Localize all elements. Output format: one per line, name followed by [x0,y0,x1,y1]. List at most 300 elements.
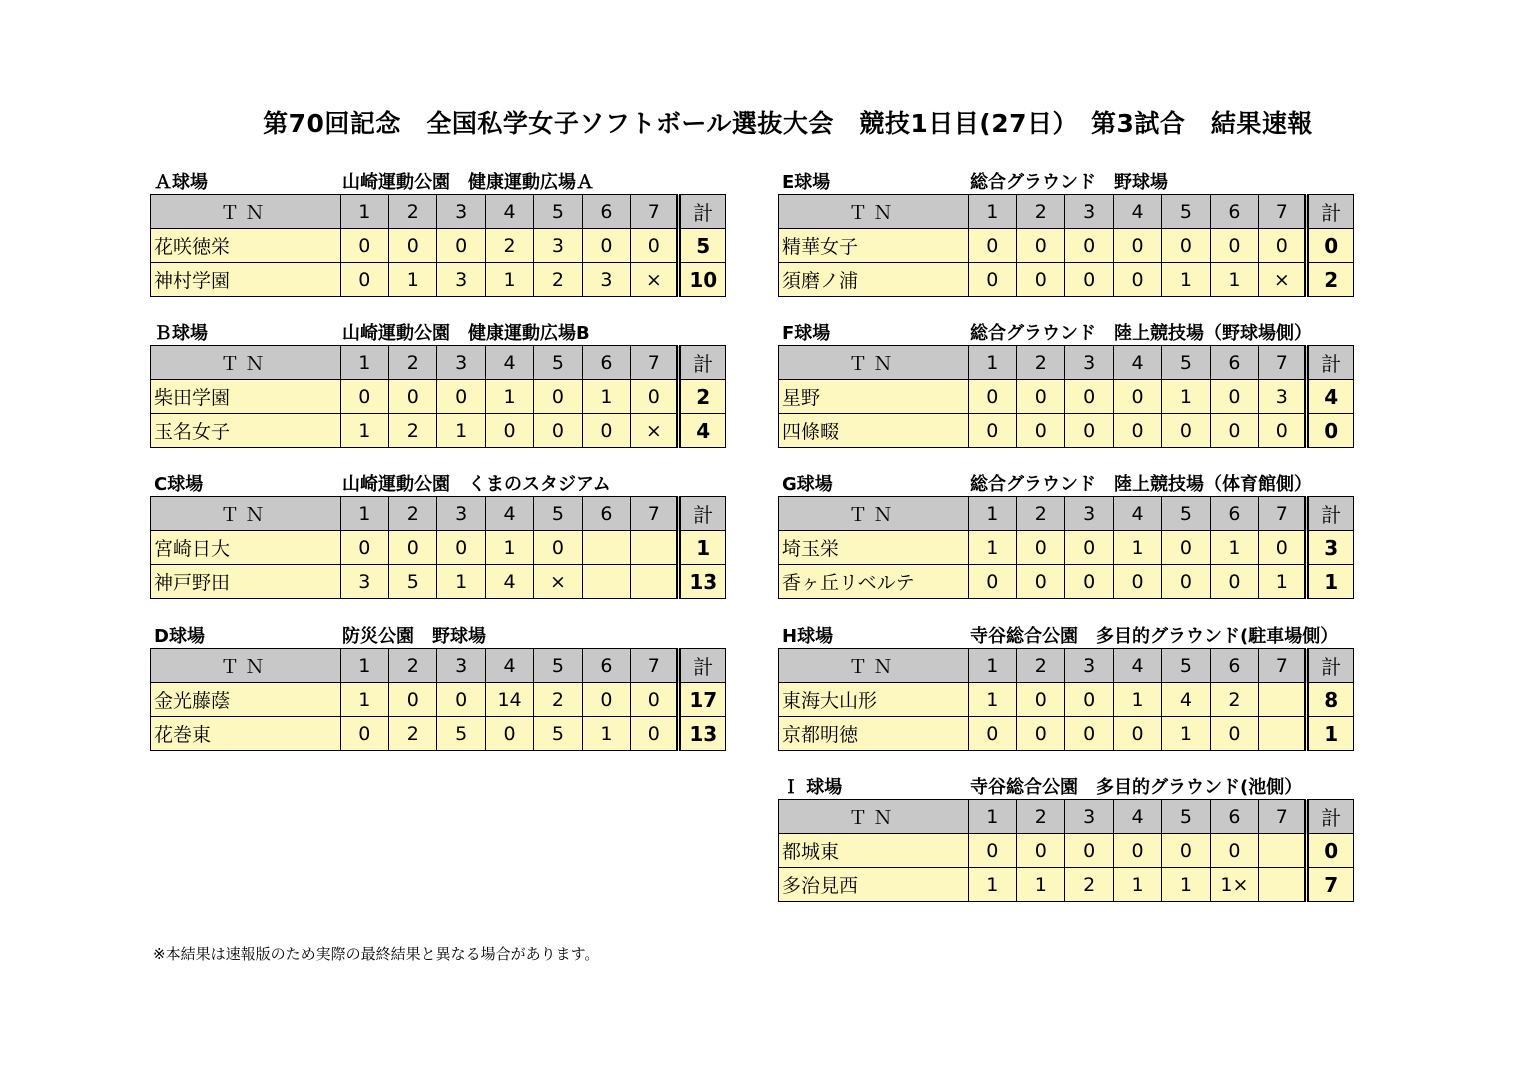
inning-score: 0 [1113,380,1161,414]
inning-score: 2 [534,683,582,717]
inning-header: 6 [582,195,630,229]
total-score: 7 [1307,868,1354,902]
inning-score: 1 [582,380,630,414]
inning-header: 3 [1065,346,1113,380]
field-name: F球場 [782,323,831,344]
inning-score: 0 [534,380,582,414]
inning-score: 4 [485,565,533,599]
team-name: 都城東 [779,834,969,868]
inning-header: 7 [1259,497,1307,531]
inning-header: 7 [1259,649,1307,683]
inning-score: 1 [1210,263,1258,297]
inning-header: 7 [631,649,679,683]
inning-score [1259,683,1307,717]
inning-score: 0 [631,229,679,263]
field-name: G球場 [782,474,833,495]
inning-header: 6 [1210,346,1258,380]
inning-score: 0 [968,834,1016,868]
inning-score: × [631,263,679,297]
inning-score: 0 [340,380,388,414]
header-row [779,195,1354,229]
total-score: 2 [679,380,726,414]
inning-header: 1 [340,346,388,380]
inning-score: 0 [1210,380,1258,414]
team-row [151,531,726,565]
inning-score: 5 [534,717,582,751]
inning-score: 0 [1065,834,1113,868]
inning-score: × [631,414,679,448]
inning-score: 2 [1065,868,1113,902]
inning-score: 0 [1017,531,1065,565]
team-column-header: ＴＮ [779,649,969,683]
inning-score: 0 [1017,380,1065,414]
game-header [150,168,730,194]
field-name: Ｉ 球場 [782,777,843,798]
inning-header: 6 [1210,497,1258,531]
inning-header: 7 [631,195,679,229]
inning-header: 2 [389,346,437,380]
game-block [150,319,730,448]
inning-score: 1 [389,263,437,297]
field-name: D球場 [154,626,205,647]
inning-score: 3 [1259,380,1307,414]
team-row [151,683,726,717]
game-block [150,168,730,297]
disclaimer-note: ※本結果は速報版のため実際の最終結果と異なる場合があります。 [153,945,600,963]
venue-name: 総合グラウンド 陸上競技場（野球場側） [970,323,1312,344]
inning-header: 6 [1210,800,1258,834]
inning-score: 0 [1017,717,1065,751]
inning-header: 1 [340,497,388,531]
inning-header: 5 [534,649,582,683]
inning-score: 1 [1162,717,1210,751]
inning-score: 0 [437,683,485,717]
inning-header: 6 [582,497,630,531]
inning-score: 0 [389,380,437,414]
inning-score: 0 [1065,531,1113,565]
inning-score: 0 [1017,565,1065,599]
game-block [778,168,1358,297]
inning-score: 2 [534,263,582,297]
team-name: 四條畷 [779,414,969,448]
inning-header: 3 [1065,195,1113,229]
inning-score: 0 [437,380,485,414]
total-column-header: 計 [679,497,726,531]
inning-score: 4 [1162,683,1210,717]
inning-score: 0 [1162,531,1210,565]
venue-name: 防災公園 野球場 [342,626,486,647]
team-row [779,834,1354,868]
inning-header: 1 [968,800,1016,834]
inning-score: 0 [1017,263,1065,297]
game-header [778,319,1358,345]
inning-header: 1 [968,346,1016,380]
total-score: 1 [1307,565,1354,599]
game-header [150,319,730,345]
team-name: 柴田学園 [151,380,341,414]
inning-score: 5 [389,565,437,599]
team-row [151,263,726,297]
inning-header: 2 [1017,497,1065,531]
team-name: 香ヶ丘リベルテ [779,565,969,599]
field-name: H球場 [782,626,834,647]
team-name: 精華女子 [779,229,969,263]
team-row [151,414,726,448]
inning-score: 14 [485,683,533,717]
game-block [778,773,1358,902]
inning-score: 0 [1065,414,1113,448]
inning-score: 2 [1210,683,1258,717]
inning-score: 1× [1210,868,1258,902]
inning-score: 1 [485,531,533,565]
team-column-header: ＴＮ [779,346,969,380]
inning-score: 1 [1017,868,1065,902]
total-score: 4 [1307,380,1354,414]
total-score: 8 [1307,683,1354,717]
team-name: 神村学園 [151,263,341,297]
inning-header: 2 [1017,649,1065,683]
inning-header: 4 [1113,195,1161,229]
inning-header: 6 [582,649,630,683]
team-row [779,717,1354,751]
total-score: 13 [679,565,726,599]
inning-header: 3 [1065,649,1113,683]
total-score: 1 [679,531,726,565]
inning-header: 4 [1113,497,1161,531]
team-column-header: ＴＮ [151,649,341,683]
inning-header: 2 [389,195,437,229]
inning-score: 0 [1065,717,1113,751]
inning-header: 4 [485,346,533,380]
field-name: Ｂ球場 [154,323,208,344]
inning-score: 0 [485,414,533,448]
inning-score: 1 [1162,380,1210,414]
inning-score: 0 [1113,565,1161,599]
inning-score [582,531,630,565]
venue-name: 総合グラウンド 陸上競技場（体育館側） [970,474,1312,495]
team-name: 東海大山形 [779,683,969,717]
team-name: 玉名女子 [151,414,341,448]
inning-score: 0 [1113,834,1161,868]
inning-score: 0 [485,717,533,751]
total-score: 13 [679,717,726,751]
inning-score: 0 [968,380,1016,414]
team-row [151,565,726,599]
venue-name: 寺谷総合公園 多目的グラウンド(駐車場側） [970,626,1339,647]
inning-score: 0 [1113,263,1161,297]
total-column-header: 計 [1307,649,1354,683]
inning-score: 0 [534,414,582,448]
inning-header: 5 [534,497,582,531]
team-row [779,263,1354,297]
inning-header: 1 [968,195,1016,229]
team-row [779,229,1354,263]
inning-score: 1 [1259,565,1307,599]
team-row [779,380,1354,414]
inning-score: 0 [437,531,485,565]
total-score: 0 [1307,414,1354,448]
score-table [778,648,1354,751]
total-score: 10 [679,263,726,297]
inning-score: 0 [582,414,630,448]
venue-name: 山崎運動公園 くまのスタジアム [342,474,611,495]
inning-header: 5 [1162,497,1210,531]
inning-score: 5 [437,717,485,751]
inning-score: 0 [582,683,630,717]
total-column-header: 計 [679,649,726,683]
inning-header: 5 [1162,346,1210,380]
inning-header: 7 [631,497,679,531]
inning-score: 0 [437,229,485,263]
inning-score: 3 [582,263,630,297]
team-name: 多治見西 [779,868,969,902]
total-score: 1 [1307,717,1354,751]
inning-score: 0 [1210,565,1258,599]
game-block [150,622,730,751]
score-table [150,345,726,448]
inning-score: 2 [389,414,437,448]
inning-score: 2 [485,229,533,263]
inning-score: 0 [1162,565,1210,599]
inning-header: 6 [1210,195,1258,229]
inning-score: × [534,565,582,599]
inning-header: 3 [1065,497,1113,531]
venue-name: 総合グラウンド 野球場 [970,172,1168,193]
inning-score: 0 [968,717,1016,751]
team-column-header: ＴＮ [151,195,341,229]
inning-score: 1 [1113,868,1161,902]
inning-header: 2 [1017,346,1065,380]
inning-score: 0 [1210,414,1258,448]
total-score: 2 [1307,263,1354,297]
inning-score: 1 [968,868,1016,902]
game-header [778,168,1358,194]
inning-score [631,531,679,565]
total-column-header: 計 [1307,497,1354,531]
inning-score: 0 [389,531,437,565]
inning-score: 0 [340,717,388,751]
team-row [779,565,1354,599]
inning-score: 0 [1162,834,1210,868]
score-table [150,648,726,751]
inning-score [631,565,679,599]
inning-header: 1 [340,649,388,683]
game-block [778,319,1358,448]
inning-score: 0 [1113,229,1161,263]
inning-header: 2 [389,649,437,683]
inning-score [1259,717,1307,751]
inning-score: 1 [968,683,1016,717]
inning-header: 1 [968,649,1016,683]
team-name: 花咲徳栄 [151,229,341,263]
inning-header: 3 [437,497,485,531]
game-block [150,470,730,599]
inning-header: 3 [437,649,485,683]
inning-header: 7 [631,346,679,380]
inning-header: 4 [1113,800,1161,834]
inning-score: 0 [1162,229,1210,263]
inning-score: 0 [1065,263,1113,297]
team-name: 埼玉栄 [779,531,969,565]
game-block [778,470,1358,599]
score-table [778,799,1354,902]
inning-score: 0 [1017,834,1065,868]
inning-score: 0 [389,229,437,263]
game-header [150,622,730,648]
inning-score: 0 [1065,380,1113,414]
inning-score [1259,834,1307,868]
inning-header: 1 [340,195,388,229]
team-name: 京都明徳 [779,717,969,751]
team-column-header: ＴＮ [151,497,341,531]
inning-score: 1 [582,717,630,751]
team-name: 須磨ノ浦 [779,263,969,297]
game-header [778,622,1358,648]
header-row [779,346,1354,380]
team-name: 花巻東 [151,717,341,751]
score-table [778,345,1354,448]
team-row [779,531,1354,565]
inning-score: × [1259,263,1307,297]
inning-score: 0 [1210,717,1258,751]
total-column-header: 計 [1307,195,1354,229]
venue-name: 山崎運動公園 健康運動広場B [342,323,590,344]
inning-header: 5 [1162,800,1210,834]
inning-header: 5 [1162,195,1210,229]
inning-score: 0 [1113,414,1161,448]
inning-score: 1 [1113,683,1161,717]
team-column-header: ＴＮ [779,800,969,834]
inning-score: 0 [534,531,582,565]
score-table [150,496,726,599]
total-column-header: 計 [1307,800,1354,834]
inning-score: 3 [437,263,485,297]
total-score: 5 [679,229,726,263]
inning-header: 5 [1162,649,1210,683]
inning-header: 5 [534,195,582,229]
team-row [779,868,1354,902]
team-column-header: ＴＮ [151,346,341,380]
inning-score: 0 [1162,414,1210,448]
inning-score: 1 [1162,868,1210,902]
inning-header: 1 [968,497,1016,531]
field-name: Ａ球場 [154,172,208,193]
inning-header: 4 [1113,649,1161,683]
venue-name: 山崎運動公園 健康運動広場Ａ [342,172,594,193]
inning-score: 0 [389,683,437,717]
total-column-header: 計 [679,346,726,380]
total-score: 3 [1307,531,1354,565]
team-row [151,380,726,414]
inning-score: 0 [1259,229,1307,263]
inning-score: 0 [340,531,388,565]
inning-header: 4 [1113,346,1161,380]
inning-score: 1 [437,565,485,599]
team-name: 宮崎日大 [151,531,341,565]
inning-header: 3 [437,346,485,380]
inning-header: 2 [1017,800,1065,834]
header-row [779,800,1354,834]
inning-score: 0 [1259,531,1307,565]
total-column-header: 計 [1307,346,1354,380]
inning-header: 4 [485,497,533,531]
inning-score: 3 [340,565,388,599]
header-row [779,497,1354,531]
team-row [779,683,1354,717]
team-row [151,229,726,263]
page-title: 第70回記念 全国私学女子ソフトボール選抜大会 競技1日目(27日） 第3試合 結果速報 [263,109,1313,138]
team-column-header: ＴＮ [779,497,969,531]
inning-score: 1 [485,380,533,414]
inning-score: 0 [1017,683,1065,717]
inning-score: 1 [485,263,533,297]
inning-score: 0 [1065,229,1113,263]
inning-score: 0 [1017,229,1065,263]
total-score: 0 [1307,834,1354,868]
inning-score: 0 [1210,834,1258,868]
inning-score: 0 [340,229,388,263]
score-table [778,194,1354,297]
inning-header: 6 [1210,649,1258,683]
inning-score: 3 [534,229,582,263]
inning-score: 2 [389,717,437,751]
inning-header: 3 [437,195,485,229]
score-table [150,194,726,297]
inning-score: 0 [968,229,1016,263]
inning-score: 1 [340,414,388,448]
game-header [778,773,1358,799]
inning-score: 0 [1113,717,1161,751]
total-column-header: 計 [679,195,726,229]
inning-score: 0 [1017,414,1065,448]
total-score: 4 [679,414,726,448]
inning-score: 1 [1210,531,1258,565]
inning-score: 1 [1162,263,1210,297]
venue-name: 寺谷総合公園 多目的グラウンド(池側） [970,777,1303,798]
inning-score: 1 [437,414,485,448]
team-row [151,717,726,751]
inning-score: 0 [968,414,1016,448]
inning-header: 5 [534,346,582,380]
header-row [151,497,726,531]
inning-score [582,565,630,599]
inning-header: 2 [389,497,437,531]
team-column-header: ＴＮ [779,195,969,229]
inning-score: 0 [631,717,679,751]
inning-score: 0 [582,229,630,263]
inning-header: 7 [1259,800,1307,834]
inning-score: 0 [1210,229,1258,263]
score-table [778,496,1354,599]
header-row [151,649,726,683]
inning-score: 1 [340,683,388,717]
field-name: E球場 [782,172,831,193]
inning-score: 0 [631,380,679,414]
inning-header: 4 [485,649,533,683]
inning-score [1259,868,1307,902]
game-header [150,470,730,496]
inning-score: 0 [968,565,1016,599]
header-row [779,649,1354,683]
field-name: C球場 [154,474,204,495]
header-row [151,346,726,380]
game-header [778,470,1358,496]
team-name: 神戸野田 [151,565,341,599]
total-score: 17 [679,683,726,717]
team-name: 星野 [779,380,969,414]
header-row [151,195,726,229]
inning-score: 1 [968,531,1016,565]
